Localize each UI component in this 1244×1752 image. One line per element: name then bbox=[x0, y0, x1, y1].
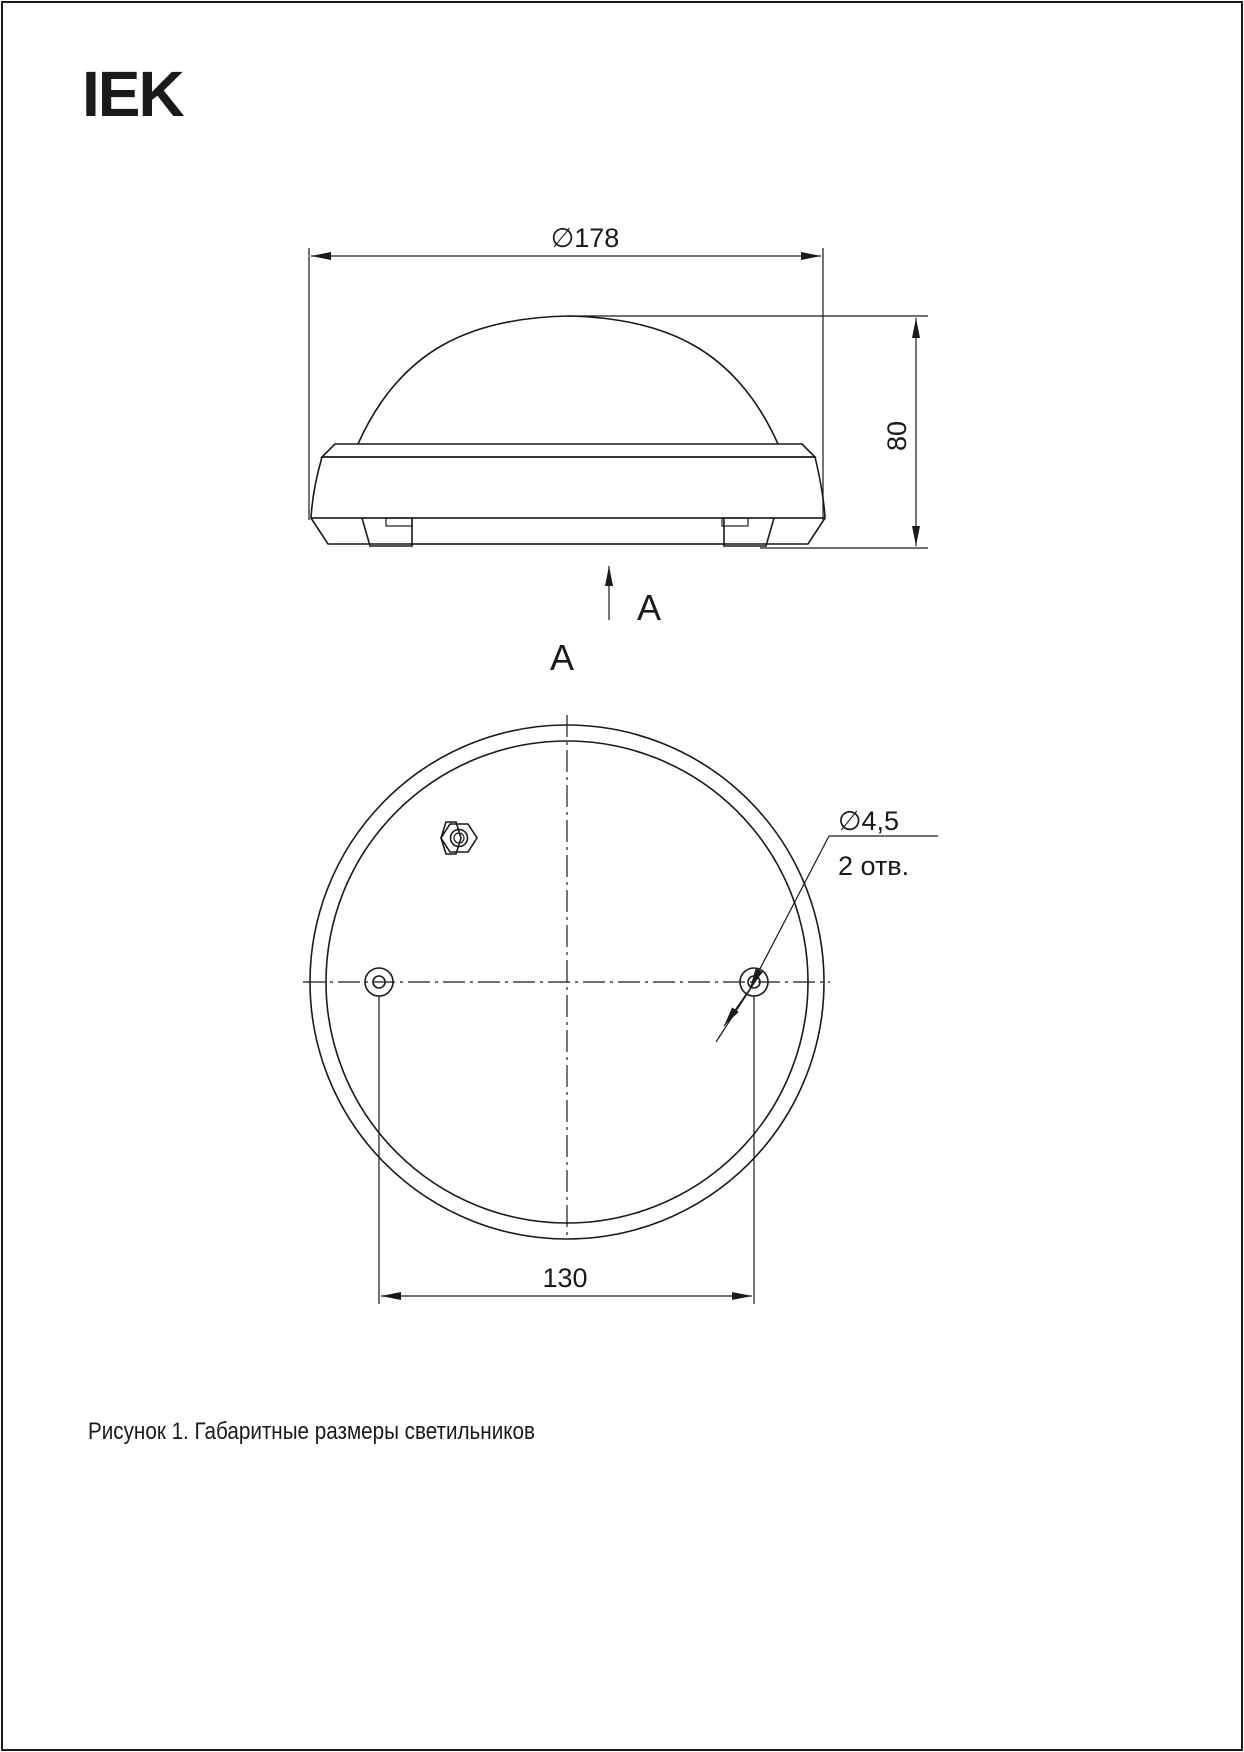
height-dimension-label: 80 bbox=[882, 420, 912, 452]
lamp-dome bbox=[358, 316, 778, 444]
svg-text:IEK: IEK bbox=[82, 58, 183, 130]
lamp-rim bbox=[322, 444, 815, 457]
iek-logo bbox=[82, 58, 184, 130]
cable-gland-nut bbox=[441, 822, 477, 854]
side-view bbox=[309, 223, 928, 628]
bottom-view-title: А bbox=[549, 637, 575, 678]
figure-caption: Рисунок 1. Габаритные размеры светильников bbox=[88, 1418, 535, 1445]
hole-spacing-dimension-label: 130 bbox=[542, 1263, 588, 1293]
view-arrow-label: А bbox=[637, 587, 662, 628]
lamp-body bbox=[311, 457, 825, 518]
diameter-dimension-label: ∅178 bbox=[550, 223, 620, 253]
hole-count-note: 2 отв. bbox=[838, 851, 910, 881]
right-foot bbox=[724, 518, 774, 546]
page-frame bbox=[2, 2, 1242, 1750]
hole-diameter-label: ∅4,5 bbox=[838, 806, 900, 836]
bottom-view bbox=[303, 637, 938, 1304]
left-foot bbox=[362, 518, 412, 546]
